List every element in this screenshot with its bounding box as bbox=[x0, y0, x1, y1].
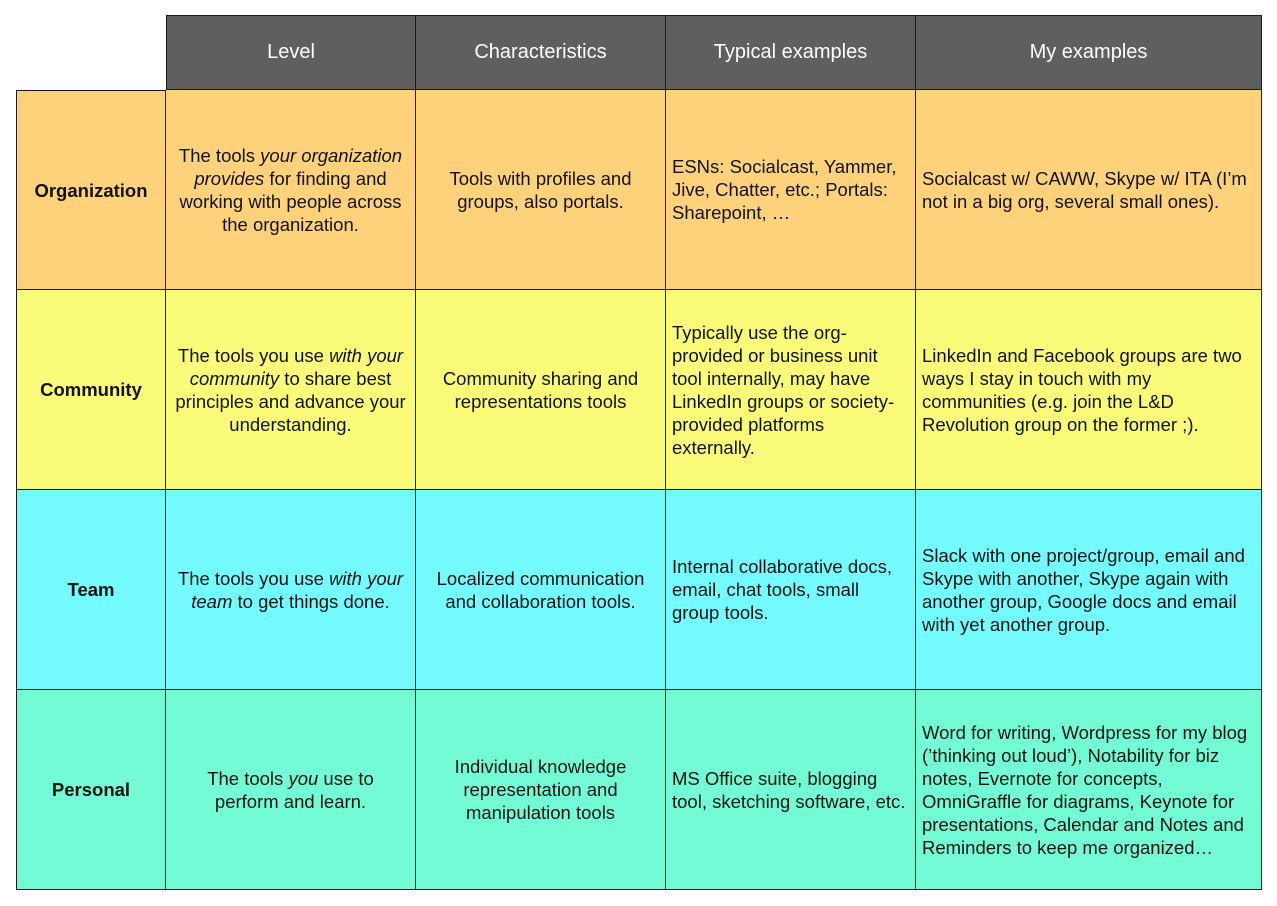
typical-text: ESNs: Socialcast, Yammer, Jive, Chatter, etc.; Portals: Sharepoint, … bbox=[672, 156, 897, 223]
mine-cell-team bbox=[916, 490, 1262, 690]
row-label-text: Team bbox=[67, 579, 115, 600]
header-level-label: Level bbox=[267, 41, 315, 63]
mine-text: Slack with one project/group, email and Skype with another, Skype again with another group, Google docs and email with yet another group. bbox=[922, 544, 1245, 635]
level-text: The tools you use with your team to get things done. bbox=[177, 567, 404, 612]
header-characteristics bbox=[416, 15, 666, 90]
row-label-community bbox=[16, 290, 166, 490]
header-my-examples bbox=[916, 15, 1262, 90]
characteristics-text: Individual knowledge representation and manipulation tools bbox=[454, 756, 627, 823]
typical-text: Internal collaborative docs, email, chat tools, small group tools. bbox=[672, 556, 893, 623]
typical-cell-personal bbox=[666, 690, 916, 890]
level-cell-community bbox=[166, 290, 416, 490]
characteristics-cell-organization bbox=[416, 90, 666, 290]
mine-text: Socialcast w/ CAWW, Skype w/ ITA (I’m not in a big org, several small ones). bbox=[922, 167, 1247, 212]
characteristics-text: Tools with profiles and groups, also portals. bbox=[449, 167, 632, 212]
header-typical-examples bbox=[666, 15, 916, 90]
mine-cell-personal bbox=[916, 690, 1262, 890]
row-label-text: Personal bbox=[51, 779, 131, 800]
row-label-text: Organization bbox=[34, 179, 148, 201]
tools-table bbox=[16, 15, 1262, 890]
mine-cell-community bbox=[916, 290, 1262, 490]
typical-cell-team bbox=[666, 490, 916, 690]
typical-cell-community bbox=[666, 290, 916, 490]
typical-text: MS Office suite, blogging tool, sketching software, etc. bbox=[672, 767, 906, 812]
level-cell-organization bbox=[166, 90, 416, 290]
mine-text: Word for writing, Wordpress for my blog (’thinking out loud’), Notability for biz notes, Evernote for concepts, OmniGraffle for diagrams, Keynote for presentations, Calendar and Notes and Reminders to keep me organized… bbox=[922, 721, 1248, 858]
characteristics-cell-personal bbox=[416, 690, 666, 890]
row-label-personal bbox=[16, 690, 166, 890]
header-characteristics-label: Characteristics bbox=[474, 41, 607, 63]
row-label-text: Community bbox=[40, 379, 142, 400]
header-typical-examples-label: Typical examples bbox=[713, 41, 868, 63]
header-level bbox=[166, 15, 416, 90]
level-text: The tools your organization provides for finding and working with people across the organization. bbox=[178, 144, 403, 235]
typical-text: Typically use the org-provided or business unit tool internally, may have LinkedIn groups or society-provided platforms externally. bbox=[672, 321, 895, 458]
characteristics-text: Community sharing and representations tools bbox=[442, 367, 639, 412]
header-my-examples-label: My examples bbox=[1029, 41, 1148, 63]
mine-text: LinkedIn and Facebook groups are two ways I stay in touch with my communities (e.g. join the L&D Revolution group on the former ;). bbox=[922, 344, 1242, 435]
level-cell-team bbox=[166, 490, 416, 690]
characteristics-text: Localized communication and collaboration tools. bbox=[436, 567, 645, 612]
level-text: The tools you use to perform and learn. bbox=[207, 767, 374, 812]
row-label-team bbox=[16, 490, 166, 690]
typical-cell-organization bbox=[666, 90, 916, 290]
level-text: The tools you use with your community to share best principles and advance your understanding. bbox=[175, 344, 406, 435]
mine-cell-organization bbox=[916, 90, 1262, 290]
row-label-organization bbox=[16, 90, 166, 290]
level-cell-personal bbox=[166, 690, 416, 890]
characteristics-cell-team bbox=[416, 490, 666, 690]
characteristics-cell-community bbox=[416, 290, 666, 490]
corner-cell bbox=[16, 15, 166, 90]
